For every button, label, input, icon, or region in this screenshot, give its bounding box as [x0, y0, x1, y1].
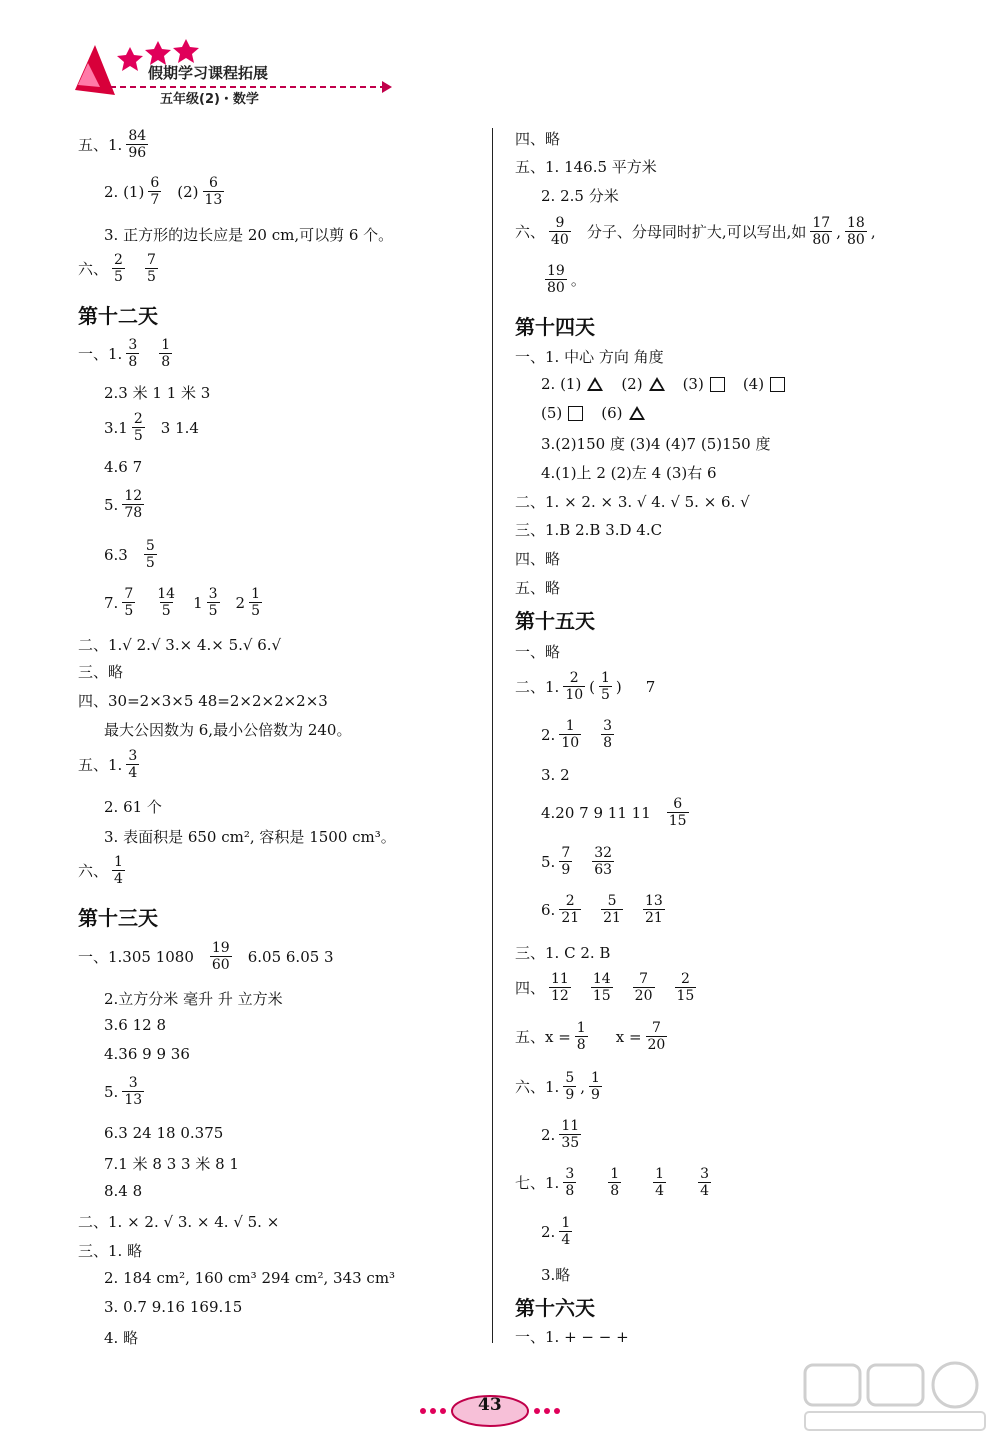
answer-line: 3. 正方形的边长应是 20 cm,可以剪 6 个。: [104, 226, 394, 244]
answer-line: 2. 2.5 分米: [541, 187, 619, 205]
answer-line: 4.(1)上 2 (2)左 4 (3)右 6: [541, 464, 717, 482]
answer-line: 4.6 7: [104, 458, 143, 476]
answer-line: 7.1 米 8 3 3 米 8 1: [104, 1155, 239, 1173]
answer-line: 3. 0.7 9.16 169.15: [104, 1298, 243, 1316]
answer-line: 一、1. + − − +: [515, 1328, 629, 1346]
answer-line: 六、1. $\frac{5}{9}$ , $\frac{1}{9}$: [515, 1070, 600, 1103]
answer-line: 三、1. C 2. B: [515, 944, 611, 962]
answer-line: 七、1. $\frac{3}{8}$ $\frac{1}{8}$ $\frac{1}{4}$ $\frac{3}{4}$: [515, 1166, 709, 1199]
answer-line: 4. 略: [104, 1329, 139, 1347]
answer-line: $\frac{19}{80}$ 。: [547, 263, 586, 296]
answer-line: 2.立方分米 毫升 升 立方米: [104, 990, 283, 1008]
answer-line: 六、 $\frac{9}{40}$ 分子、分母同时扩大,可以写出,如 $\frac{17}{80}$ , $\frac{18}{80}$ ,: [515, 215, 876, 248]
answer-line: 3.6 12 8: [104, 1016, 167, 1034]
answer-line: 四、30=2×3×5 48=2×2×2×2×3: [78, 692, 328, 710]
triangle-icon: [587, 377, 603, 391]
square-icon: [710, 377, 725, 392]
section-title-day13: 第十三天: [78, 906, 158, 930]
answer-line: 3. 表面积是 650 cm², 容积是 1500 cm³。: [104, 828, 396, 846]
answer-line: 7. $\frac{7}{5}$ $\frac{14}{5}$ 1 $\frac{3}{5}$ 2 $\frac{1}{5}$: [104, 586, 260, 619]
answer-line: 五、1. $\frac{84}{96}$: [78, 128, 147, 161]
answer-line: 2. 184 cm², 160 cm³ 294 cm², 343 cm³: [104, 1269, 396, 1287]
answer-line: 二、1. $\frac{2}{10}$ ( $\frac{1}{5}$ ) 7: [515, 670, 656, 703]
answer-line: 3.1 $\frac{2}{5}$ 3 1.4: [104, 411, 199, 444]
section-title-day16: 第十六天: [515, 1296, 595, 1320]
fraction: $\frac{84}{96}$: [128, 128, 147, 161]
answer-line: 五、1. 146.5 平方米: [515, 158, 657, 176]
answer-line: 三、1. 略: [78, 1242, 143, 1260]
answer-line: 6.3 $\frac{5}{5}$: [104, 538, 155, 571]
answer-line: 6. $\frac{2}{21}$ $\frac{5}{21}$ $\frac{13}{21}$: [541, 893, 663, 926]
answer-line: 2. (1) $\frac{6}{7}$ (2) $\frac{6}{13}$: [104, 175, 223, 208]
answer-line: 2. 61 个: [104, 798, 162, 816]
answer-line: 四、略: [515, 130, 561, 148]
answer-line: 4.20 7 9 11 11 $\frac{6}{15}$: [541, 796, 687, 829]
header-title: 假期学习课程拓展: [148, 64, 269, 82]
answer-line: 一、1. 中心 方向 角度: [515, 348, 664, 366]
answer-line: 2. (1) (2) (3) (4): [541, 375, 791, 393]
answer-line: 3.略: [541, 1266, 571, 1284]
answer-line: 5. $\frac{7}{9}$ $\frac{32}{63}$: [541, 845, 613, 878]
header-subtitle: 五年级(2)・数学: [160, 92, 259, 107]
answer-line: 五、1. $\frac{3}{4}$: [78, 748, 138, 781]
page-number: 43: [478, 1395, 502, 1415]
answer-line: 3. 2: [541, 766, 570, 784]
answer-line: 四、略: [515, 550, 561, 568]
answer-line: (5) (6): [541, 404, 651, 422]
answer-line: 2. $\frac{11}{35}$: [541, 1118, 580, 1151]
answer-line: 3.(2)150 度 (3)4 (4)7 (5)150 度: [541, 435, 771, 453]
answer-line: 三、略: [78, 663, 124, 681]
answer-line: 五、x = $\frac{1}{8}$ x = $\frac{7}{20}$: [515, 1020, 666, 1053]
answer-line: 4.36 9 9 36: [104, 1045, 190, 1063]
section-title-day12: 第十二天: [78, 304, 158, 328]
answer-line: 六、 $\frac{2}{5}$ $\frac{7}{5}$: [78, 252, 156, 285]
answer-line: 最大公因数为 6,最小公倍数为 240。: [104, 721, 352, 739]
answer-line: 2. $\frac{1}{10}$ $\frac{3}{8}$: [541, 718, 613, 751]
answer-line: 2. $\frac{1}{4}$: [541, 1215, 571, 1248]
answer-line: 二、1. × 2. × 3. √ 4. √ 5. × 6. √: [515, 493, 750, 511]
answer-line: 三、1.B 2.B 3.D 4.C: [515, 521, 663, 539]
triangle-icon: [649, 377, 665, 391]
square-icon: [770, 377, 785, 392]
answer-line: 二、1.√ 2.√ 3.× 4.× 5.√ 6.√: [78, 636, 282, 654]
section-title-day15: 第十五天: [515, 609, 595, 633]
answer-line: 二、1. × 2. √ 3. × 4. √ 5. ×: [78, 1213, 280, 1231]
answer-line: 6.3 24 18 0.375: [104, 1124, 224, 1142]
answer-line: 一、1.305 1080 $\frac{19}{60}$ 6.05 6.05 3: [78, 940, 334, 973]
answer-line: 四、 $\frac{11}{12}$ $\frac{14}{15}$ $\frac{7}{20}$ $\frac{2}{15}$: [515, 971, 695, 1004]
section-title-day14: 第十四天: [515, 315, 595, 339]
answer-line: 一、略: [515, 643, 561, 661]
answer-line: 8.4 8: [104, 1182, 143, 1200]
answer-line: 五、略: [515, 579, 561, 597]
answer-line: 一、1. $\frac{3}{8}$ $\frac{1}{8}$: [78, 337, 171, 370]
watermark-logo: [800, 1360, 990, 1435]
triangle-icon: [629, 406, 645, 420]
column-divider: [492, 128, 493, 1343]
answer-line: 2.3 米 1 1 米 3: [104, 384, 211, 402]
answer-line: 5. $\frac{12}{78}$: [104, 488, 143, 521]
answer-line: 5. $\frac{3}{13}$: [104, 1075, 143, 1108]
square-icon: [568, 406, 583, 421]
answer-line: 六、 $\frac{1}{4}$: [78, 854, 123, 887]
